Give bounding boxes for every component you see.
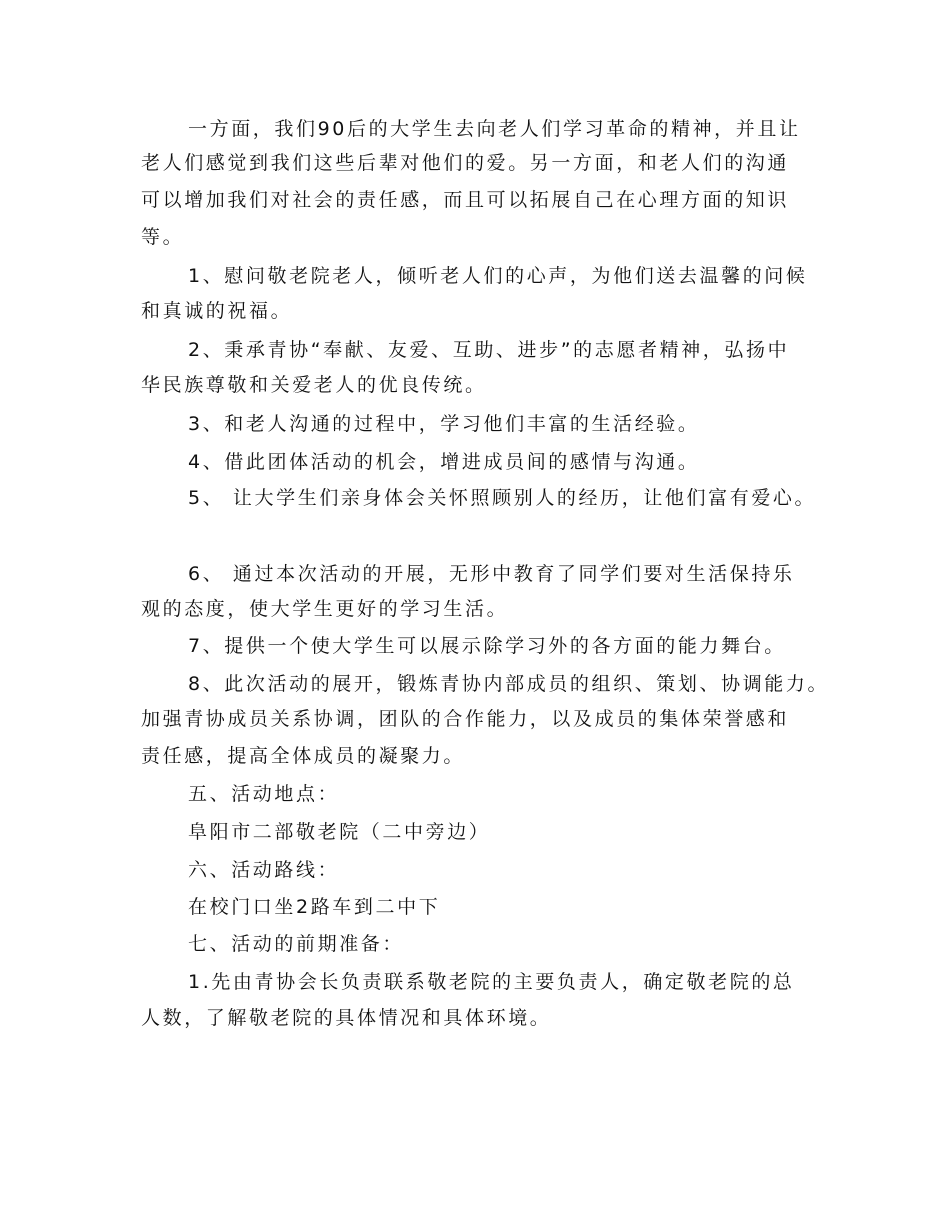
paragraph-intro-line-3: 可以增加我们对社会的责任感，而且可以拓展自己在心理方面的知识 [141,189,790,211]
section-heading-preparation: 七、活动的前期准备： [188,933,405,955]
list-item-2-line-2: 华民族尊敬和关爱老人的优良传统。 [141,374,487,396]
paragraph-intro-line-2: 老人们感觉到我们这些后辈对他们的爱。另一方面，和老人们的沟通 [141,152,790,174]
list-item-3: 3、和老人沟通的过程中，学习他们丰富的生活经验。 [188,413,700,435]
section-heading-route: 六、活动路线： [188,859,340,881]
list-item-6-line-2: 观的态度，使大学生更好的学习生活。 [141,598,509,620]
list-item-5: 5、 让大学生们亲身体会关怀照顾别人的经历，让他们富有爱心。 [188,487,817,509]
list-item-6-line-1: 6、 通过本次活动的开展，无形中教育了同学们要对生活保持乐 [188,563,795,585]
location-text: 阜阳市二部敬老院（二中旁边） [188,821,491,843]
route-text: 在校门口坐2路车到二中下 [188,896,441,918]
preparation-item-1-line-1: 1.先由青协会长负责联系敬老院的主要负责人，确定敬老院的总 [188,971,795,993]
preparation-item-1-line-2: 人数，了解敬老院的具体情况和具体环境。 [141,1007,552,1029]
paragraph-intro-line-1: 一方面，我们90后的大学生去向老人们学习革命的精神，并且让 [188,118,801,140]
list-item-7: 7、提供一个使大学生可以展示除学习外的各方面的能力舞台。 [188,635,786,657]
list-item-1-line-1: 1、慰问敬老院老人，倾听老人们的心声，为他们送去温馨的问候 [188,265,808,287]
list-item-8-line-3: 责任感，提高全体成员的凝聚力。 [141,745,466,767]
section-heading-location: 五、活动地点： [188,783,340,805]
list-item-8-line-1: 8、此次活动的展开，锻炼青协内部成员的组织、策划、协调能力。 [188,673,830,695]
list-item-2-line-1: 2、秉承青协“奉献、友爱、互助、进步”的志愿者精神，弘扬中 [188,339,790,361]
list-item-4: 4、借此团体活动的机会，增进成员间的感情与沟通。 [188,451,700,473]
list-item-1-line-2: 和真诚的祝福。 [141,300,293,322]
paragraph-intro-line-4: 等。 [141,226,185,248]
list-item-8-line-2: 加强青协成员关系协调，团队的合作能力，以及成员的集体荣誉感和 [141,708,790,730]
